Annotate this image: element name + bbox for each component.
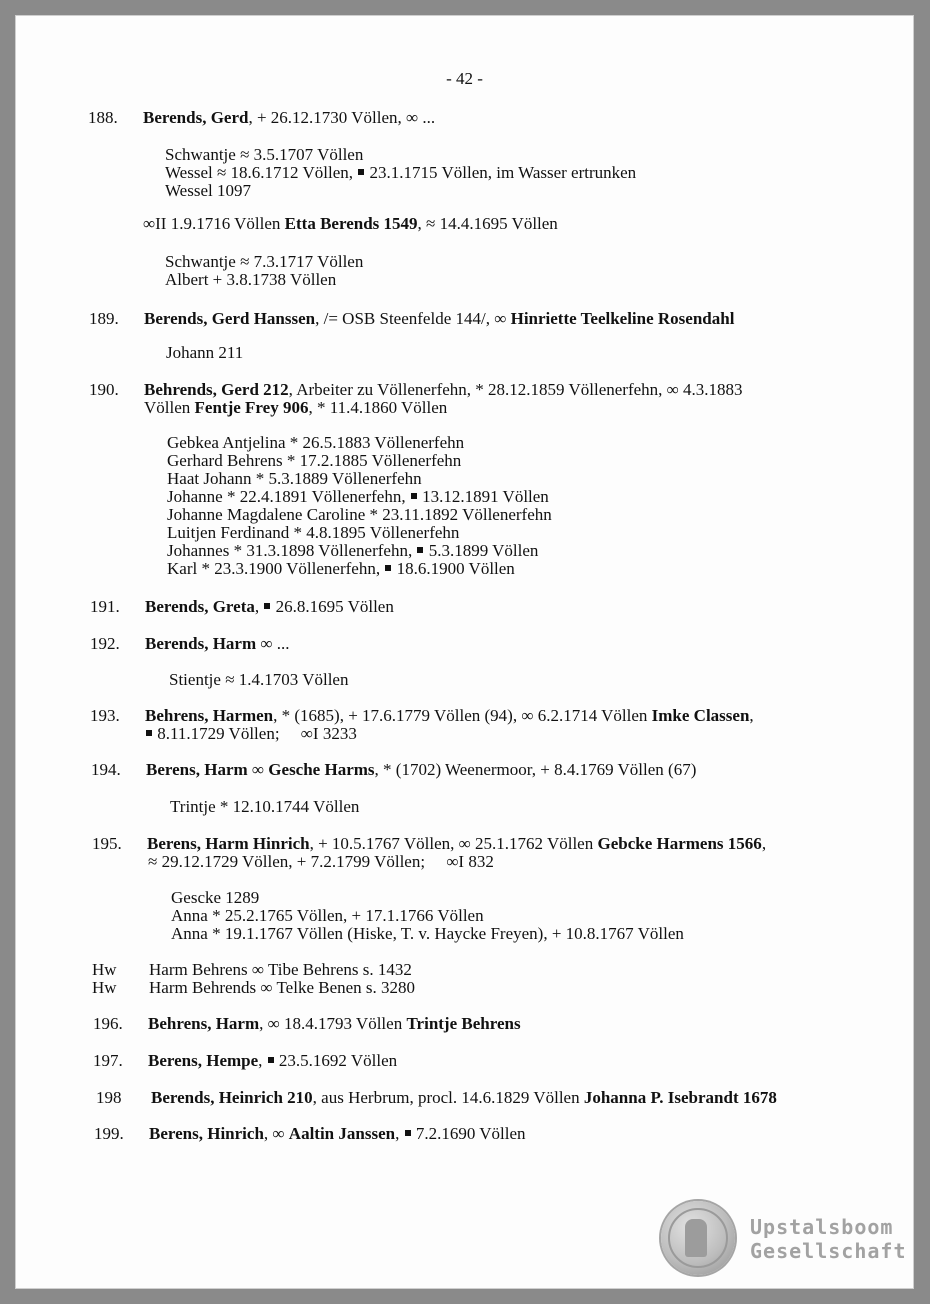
- child-line: Schwantje ≈ 3.5.1707 Völlen: [165, 145, 364, 164]
- person-name: Berends, Greta: [145, 597, 255, 616]
- spouse-name: Hinriette Teelkeline Rosendahl: [510, 309, 735, 328]
- entry-195-line2: ≈ 29.12.1729 Völlen, + 7.2.1799 Völlen; ∞I 832: [148, 852, 494, 871]
- entry-number: 196.: [93, 1014, 123, 1033]
- spouse-name: Gesche Harms: [268, 760, 375, 779]
- hw-tag: Hw: [92, 978, 117, 997]
- children-194: [170, 798, 359, 816]
- person-name: Berens, Hinrich: [149, 1124, 264, 1143]
- entry-number: 189.: [89, 309, 119, 328]
- death-marker-icon: [358, 169, 364, 175]
- person-name: Behrens, Harmen: [145, 706, 274, 725]
- entry-number: 188.: [88, 108, 118, 127]
- spouse-name: Trintje Behrens: [406, 1014, 521, 1033]
- child-line: Johanne Magdalene Caroline * 23.11.1892 Völlenerfehn: [167, 505, 552, 524]
- child-line: Albert + 3.8.1738 Völlen: [165, 270, 337, 289]
- children-189: [166, 344, 243, 362]
- children-195: [171, 889, 684, 943]
- entry-number: 192.: [90, 634, 120, 653]
- hw-tag: Hw: [92, 960, 117, 979]
- child-line: Stientje ≈ 1.4.1703 Völlen: [169, 670, 349, 689]
- entry-number: 199.: [94, 1124, 124, 1143]
- second-marriage-188: ∞II 1.9.1716 Völlen Etta Berends 1549, ≈ 14.4.1695 Völlen: [143, 214, 558, 233]
- child-line: Wessel ≈ 18.6.1712 Völlen, 23.1.1715 Völlen, im Wasser ertrunken: [165, 163, 637, 182]
- person-name: Berends, Harm: [145, 634, 257, 653]
- page-number: - 42 -: [446, 69, 483, 88]
- person-name: Berens, Harm Hinrich: [147, 834, 310, 853]
- child-line: Karl * 23.3.1900 Völlenerfehn, 18.6.1900 Völlen: [167, 559, 515, 578]
- child-line: Johanne * 22.4.1891 Völlenerfehn, 13.12.1891 Völlen: [167, 487, 549, 506]
- death-marker-icon: [268, 1057, 274, 1063]
- child-line: Trintje * 12.10.1744 Völlen: [170, 797, 360, 816]
- spouse-name: Imke Classen: [651, 706, 750, 725]
- entry-193-line2: 8.11.1729 Völlen; ∞I 3233: [145, 725, 357, 743]
- child-line: Johann 211: [166, 343, 244, 362]
- document-page: - 42 - 188. Berends, Gerd, + 26.12.1730 Völlen, ∞ ... Schwantje ≈ 3.5.1707 Völlen Wessel ≈ 18.6.1712 Völlen, 23.1.1715 Völlen, im Wasser ertrunken Wessel 1097 ∞II 1.9.1716 Völlen Etta Berends 1549, ≈ 14.4.1695 Völlen Schwantje ≈ 7.3.1717 Völlen Albert + 3.8.1738 Völlen 189. Berends, Gerd Hanssen, /= OSB Steenfelde 144/, ∞ Hinriette Teelkeline Rosendahl Johann 211 190. Behrends, Gerd 212, Arbeiter zu Völlenerfehn, * 28.12.1859 Völlenerfehn, ∞ 4.3.1883 Völlen Fentje Frey 906, * 11.4.1860 Völlen Gebkea Antjelina * 26.5.1883 Völlenerfehn Gerhard Behrens * 17.2.1885 Völlenerfehn Haat Johann * 5.3.1889 Völlenerfehn Johanne * 22.4.1891 Völlenerfehn, 13.12.1891 Völlen Johanne Magdalene Caroline * 23.11.1892 Völlenerfehn Luitjen Ferdinand * 4.8.1895 Völlenerfehn Johannes * 31.3.1898 Völlenerfehn, 5.3.1899 Völlen Karl * 23.3.1900 Völlenerfehn, 18.6.1900 Völlen 191. Berends, Greta, 26.8.1695 Völlen 192. Berends, Harm ∞ ... Stientje ≈ 1.4.1703 Völlen 193. Behrens, Harmen, * (1685), + 17.6.1779 Völlen (94), ∞ 6.2.1714 Völlen Imke Classen, 8.11.1729 Völlen; ∞I 3233 194. Berens, Harm ∞ Gesche Harms, * (1702) Weenermoor, + 8.4.1769 Völlen (67) Trintje * 12.10.1744 Völlen 195. Berens, Harm Hinrich, + 10.5.1767 Völlen, ∞ 25.1.1762 Völlen Gebcke Harmens 1566, ≈ 29.12.1729 Völlen, + 7.2.1799 Völlen; ∞I 832 Gescke 1289 Anna * 25.2.1765 Völlen, + 17.1.1766 Völlen Anna * 19.1.1767 Völlen (Hiske, T. v. Haycke Freyen), + 10.8.1767 Völlen Hw Harm Behrens ∞ Tibe Behrens s. 1432 Hw Harm Behrends ∞ Telke Benen s. 3280 196. Behrens, Harm, ∞ 18.4.1793 Völlen Trintje Behrens 197. Berens, Hempe, 23.5.1692 Völlen 198 Berends, Heinrich 210, aus Herbrum, procl. 14.6.1829 Völlen Johanna P. Isebrandt 1678 199. Berens, Hinrich, ∞ Aaltin Janssen, 7.2.1690 Völlen Upstalsboom Gesellschaft: [15, 15, 914, 1289]
- person-name: Behrens, Harm: [148, 1014, 260, 1033]
- person-name: Behrends, Gerd 212: [144, 380, 289, 399]
- death-marker-icon: [385, 565, 391, 571]
- person-name: Berens, Hempe: [148, 1051, 259, 1070]
- death-marker-icon: [405, 1130, 411, 1136]
- entry-number: 190.: [89, 380, 119, 399]
- society-seal-icon: [661, 1201, 735, 1275]
- entry-number: 198: [96, 1088, 122, 1107]
- children-188: [165, 146, 636, 200]
- death-marker-icon: [264, 603, 270, 609]
- death-marker-icon: [411, 493, 417, 499]
- person-name: Berens, Harm: [146, 760, 248, 779]
- society-watermark: Upstalsboom Gesellschaft: [750, 1215, 907, 1263]
- children-192: [169, 671, 348, 689]
- entry-number: 194.: [91, 760, 121, 779]
- child-line: Schwantje ≈ 7.3.1717 Völlen: [165, 252, 364, 271]
- child-line: Luitjen Ferdinand * 4.8.1895 Völlenerfehn: [167, 523, 460, 542]
- entry-number: 193.: [90, 706, 120, 725]
- death-marker-icon: [146, 730, 152, 736]
- child-line: Gescke 1289: [171, 888, 260, 907]
- spouse-name: Gebcke Harmens 1566: [597, 834, 762, 853]
- spouse-name: Fentje Frey 906: [194, 398, 309, 417]
- entry-number: 191.: [90, 597, 120, 616]
- children-188b: [165, 253, 363, 289]
- children-190: [167, 434, 552, 578]
- spouse-name: Aaltin Janssen: [288, 1124, 396, 1143]
- child-line: Gebkea Antjelina * 26.5.1883 Völlenerfehn: [167, 433, 465, 452]
- person-name: Berends, Gerd: [143, 108, 249, 127]
- child-line: Wessel 1097: [165, 181, 251, 200]
- entry-number: 197.: [93, 1051, 123, 1070]
- child-line: Gerhard Behrens * 17.2.1885 Völlenerfehn: [167, 451, 462, 470]
- person-name: Berends, Gerd Hanssen: [144, 309, 316, 328]
- child-line: Haat Johann * 5.3.1889 Völlenerfehn: [167, 469, 422, 488]
- child-line: Anna * 25.2.1765 Völlen, + 17.1.1766 Völlen: [171, 906, 484, 925]
- person-name: Berends, Heinrich 210: [151, 1088, 313, 1107]
- spouse-name: Johanna P. Isebrandt 1678: [583, 1088, 777, 1107]
- entry-190-line2: Völlen Fentje Frey 906, * 11.4.1860 Völlen: [144, 398, 448, 417]
- entry-number: 195.: [92, 834, 122, 853]
- death-marker-icon: [417, 547, 423, 553]
- child-line: Johannes * 31.3.1898 Völlenerfehn, 5.3.1899 Völlen: [167, 541, 539, 560]
- child-line: Anna * 19.1.1767 Völlen (Hiske, T. v. Haycke Freyen), + 10.8.1767 Völlen: [171, 924, 684, 943]
